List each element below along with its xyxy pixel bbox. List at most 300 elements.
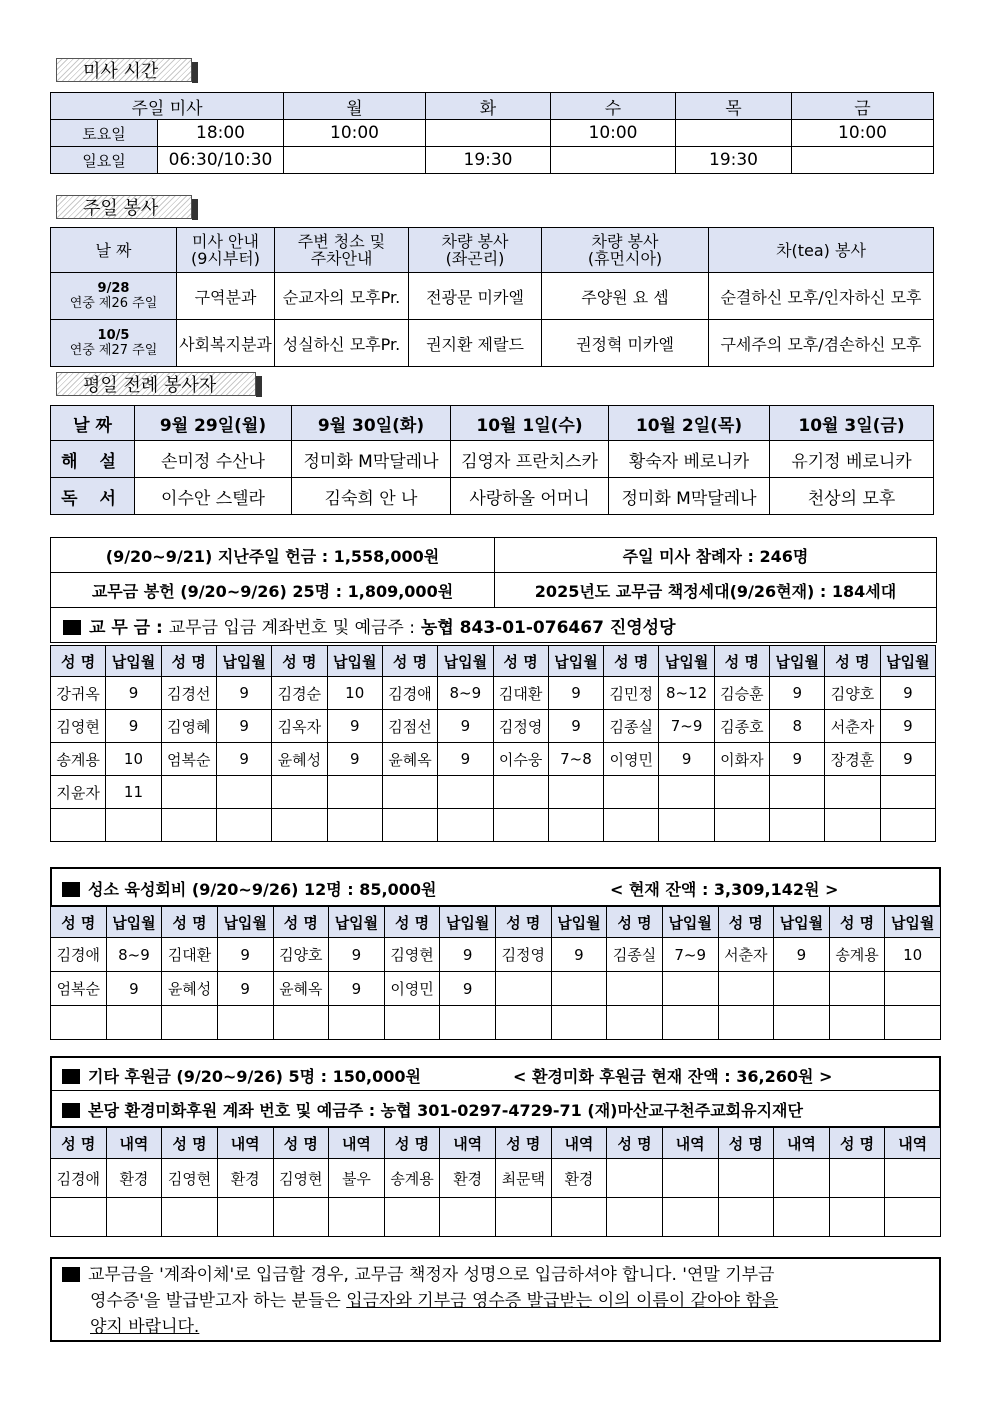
donor-name: 윤혜성 xyxy=(272,743,327,776)
donor-value: 9 xyxy=(880,710,935,743)
header-tue: 화 xyxy=(426,93,551,120)
header-name: 성 명 xyxy=(829,907,885,938)
volunteer-cell: 황숙자 베로니카 xyxy=(609,441,770,478)
row-label-sunday: 일요일 xyxy=(51,147,158,174)
header-day: 10월 3일(금) xyxy=(770,406,934,441)
donor-name xyxy=(273,1006,329,1040)
section-label-sunday-service xyxy=(56,195,192,219)
section-label-weekday xyxy=(56,372,256,396)
donor-value: 9 xyxy=(106,972,162,1006)
duty-payment-table xyxy=(50,645,936,842)
donor-name xyxy=(493,776,548,809)
mass-time xyxy=(426,120,551,147)
header-wed: 수 xyxy=(551,93,676,120)
donor-value: 9 xyxy=(216,743,271,776)
donor-value xyxy=(329,1006,385,1040)
donor-value: 9 xyxy=(329,972,385,1006)
mass-times-table xyxy=(50,92,934,174)
header-name: 성 명 xyxy=(162,1128,218,1159)
donor-value: 불우 xyxy=(329,1159,385,1198)
donor-value: 10 xyxy=(885,938,941,972)
service-date-day: 9/28 xyxy=(97,281,130,296)
header-value: 내역 xyxy=(329,1128,385,1159)
row-label-saturday: 토요일 xyxy=(51,120,158,147)
header-thu: 목 xyxy=(676,93,792,120)
donor-value: 환경 xyxy=(217,1159,273,1198)
header-guide xyxy=(177,228,275,273)
donor-name xyxy=(604,809,659,842)
volunteer-cell: 정미화 M막달레나 xyxy=(609,478,770,515)
donor-value: 9 xyxy=(438,743,493,776)
donor-value: 8 xyxy=(770,710,825,743)
donor-name xyxy=(273,1198,329,1237)
offering-summary-table xyxy=(50,537,937,643)
donor-value: 10 xyxy=(106,743,161,776)
sunday-service-table xyxy=(50,227,934,367)
header-name: 성 명 xyxy=(607,907,663,938)
header-tea: 차(tea) 봉사 xyxy=(709,228,934,273)
duty-account-row xyxy=(51,608,937,643)
donor-value xyxy=(774,1198,830,1237)
donor-value xyxy=(770,809,825,842)
donor-name: 이화자 xyxy=(714,743,769,776)
donor-value xyxy=(438,776,493,809)
donor-name: 김종실 xyxy=(607,938,663,972)
donor-name: 김경선 xyxy=(161,677,216,710)
donor-name: 김영현 xyxy=(51,710,106,743)
donor-value: 9 xyxy=(327,743,382,776)
donor-name xyxy=(718,1006,774,1040)
donor-value xyxy=(662,1159,718,1198)
donor-value: 7~8 xyxy=(548,743,603,776)
header-name: 성 명 xyxy=(496,1128,552,1159)
donor-name xyxy=(161,776,216,809)
header-clean-line1: 주변 청소 및 xyxy=(297,232,386,251)
header-name: 성 명 xyxy=(161,646,216,677)
donor-name xyxy=(162,1198,218,1237)
header-name: 성 명 xyxy=(273,1128,329,1159)
donor-value xyxy=(548,776,603,809)
header-guide-line2: (9시부터) xyxy=(190,249,261,268)
donor-value: 10 xyxy=(327,677,382,710)
donor-name xyxy=(718,1159,774,1198)
donor-name: 김대환 xyxy=(493,677,548,710)
header-value: 납입월 xyxy=(551,907,607,938)
header-day: 10월 2일(목) xyxy=(609,406,770,441)
header-value: 내역 xyxy=(662,1128,718,1159)
table-row xyxy=(51,677,936,710)
header-name: 성 명 xyxy=(496,907,552,938)
donor-name xyxy=(382,776,437,809)
donor-name xyxy=(493,809,548,842)
donor-name: 서춘자 xyxy=(825,710,880,743)
notice-line2b: 입금자와 기부금 영수증 발급받는 이의 이름이 같아야 함을 xyxy=(346,1291,779,1311)
mass-time: 19:30 xyxy=(426,147,551,174)
header-fri: 금 xyxy=(792,93,934,120)
donor-value xyxy=(662,1006,718,1040)
donor-value: 11 xyxy=(106,776,161,809)
header-name: 성 명 xyxy=(829,1128,885,1159)
duty-account-text: 교무금 입금 계좌번호 및 예금주 : xyxy=(168,617,415,638)
volunteer-cell: 사랑하올 어머니 xyxy=(451,478,609,515)
building-fund-balance: < 현재 잔액 : 3,309,142원 > xyxy=(610,880,839,899)
donor-name xyxy=(607,1159,663,1198)
header-name: 성 명 xyxy=(825,646,880,677)
header-car2 xyxy=(542,228,709,273)
header-name: 성 명 xyxy=(604,646,659,677)
donor-name: 강귀옥 xyxy=(51,677,106,710)
volunteer-cell: 손미정 수산나 xyxy=(135,441,292,478)
donor-name xyxy=(162,1006,218,1040)
donor-value: 환경 xyxy=(106,1159,162,1198)
header-name: 성 명 xyxy=(384,1128,440,1159)
mass-time xyxy=(676,120,792,147)
service-cell: 권정혁 미카엘 xyxy=(542,320,709,367)
donor-name xyxy=(382,809,437,842)
donor-name: 김영현 xyxy=(162,1159,218,1198)
header-value: 내역 xyxy=(551,1128,607,1159)
donor-value: 9 xyxy=(106,677,161,710)
table-row xyxy=(51,710,936,743)
donor-value: 9 xyxy=(659,743,714,776)
donor-value xyxy=(551,1006,607,1040)
donor-value: 7~9 xyxy=(662,938,718,972)
donor-name: 김종호 xyxy=(714,710,769,743)
volunteer-cell: 정미화 M막달레나 xyxy=(292,441,451,478)
mass-time xyxy=(792,147,934,174)
mass-time: 06:30/10:30 xyxy=(158,147,284,174)
header-value: 납입월 xyxy=(327,646,382,677)
donor-value xyxy=(885,1159,941,1198)
notice-line2a: 영수증'을 발급받고자 하는 분들은 xyxy=(90,1291,347,1311)
header-value: 내역 xyxy=(440,1128,496,1159)
header-name: 성 명 xyxy=(51,1128,107,1159)
header-value: 납입월 xyxy=(659,646,714,677)
donor-value xyxy=(774,1006,830,1040)
weekday-table xyxy=(50,405,934,515)
header-car2-line2: (휴먼시아) xyxy=(587,249,663,268)
donor-name xyxy=(829,1198,885,1237)
donor-value: 9 xyxy=(440,972,496,1006)
donor-name xyxy=(161,809,216,842)
donor-value: 8~12 xyxy=(659,677,714,710)
table-row xyxy=(51,1159,941,1198)
header-name: 성 명 xyxy=(607,1128,663,1159)
service-cell: 순결하신 모후/인자하신 모후 xyxy=(709,273,934,320)
donor-value xyxy=(880,776,935,809)
header-day: 10월 1일(수) xyxy=(451,406,609,441)
mass-time: 10:00 xyxy=(551,120,676,147)
donor-name: 김양호 xyxy=(273,938,329,972)
service-cell: 구역분과 xyxy=(177,273,275,320)
donor-name: 김경애 xyxy=(51,938,107,972)
donor-name: 김정영 xyxy=(493,710,548,743)
donor-name: 김정영 xyxy=(496,938,552,972)
header-value: 납입월 xyxy=(880,646,935,677)
black-square-icon xyxy=(62,1267,80,1282)
donor-value xyxy=(885,1198,941,1237)
header-name: 성 명 xyxy=(273,907,329,938)
notice-line3: 양지 바랍니다. xyxy=(90,1317,200,1337)
section-title: 평일 전례 봉사자 xyxy=(83,375,217,396)
header-car1-line1: 차량 봉사 xyxy=(441,232,509,251)
header-clean xyxy=(275,228,409,273)
divider xyxy=(50,1090,941,1091)
donor-name: 김경애 xyxy=(51,1159,107,1198)
header-date: 날 짜 xyxy=(51,406,135,441)
donor-name xyxy=(714,809,769,842)
donor-name: 김점선 xyxy=(382,710,437,743)
donor-name: 최문택 xyxy=(496,1159,552,1198)
donor-value: 9 xyxy=(438,710,493,743)
mass-time: 19:30 xyxy=(676,147,792,174)
donor-value xyxy=(327,809,382,842)
header-name: 성 명 xyxy=(51,907,107,938)
donor-value xyxy=(774,1159,830,1198)
donor-name: 김옥자 xyxy=(272,710,327,743)
other-fund-account xyxy=(62,1098,803,1121)
donor-value: 9 xyxy=(216,677,271,710)
donor-value: 9 xyxy=(440,938,496,972)
building-fund-headline xyxy=(62,877,436,900)
other-fund-headline xyxy=(62,1064,421,1087)
mass-time: 10:00 xyxy=(792,120,934,147)
mass-attendance: 주일 미사 참례자 : 246명 xyxy=(495,538,937,573)
donor-value xyxy=(885,972,941,1006)
donor-value: 9 xyxy=(880,677,935,710)
header-name: 성 명 xyxy=(714,646,769,677)
header-car2-line1: 차량 봉사 xyxy=(591,232,659,251)
header-value: 납입월 xyxy=(217,907,273,938)
black-square-icon xyxy=(62,1103,80,1118)
header-value: 납입월 xyxy=(329,907,385,938)
header-value: 납입월 xyxy=(662,907,718,938)
donor-value xyxy=(440,1006,496,1040)
header-value: 납입월 xyxy=(440,907,496,938)
volunteer-cell: 천상의 모후 xyxy=(770,478,934,515)
donor-name: 김영현 xyxy=(273,1159,329,1198)
donor-value: 환경 xyxy=(551,1159,607,1198)
header-value: 내역 xyxy=(106,1128,162,1159)
table-row xyxy=(51,1198,941,1237)
donor-value xyxy=(440,1198,496,1237)
donor-name: 송계용 xyxy=(384,1159,440,1198)
donor-name xyxy=(607,1006,663,1040)
donor-value: 9 xyxy=(551,938,607,972)
donor-name xyxy=(607,972,663,1006)
donor-value xyxy=(659,809,714,842)
duty-account-number: 농협 843-01-076467 진영성당 xyxy=(420,617,676,638)
donor-value xyxy=(216,776,271,809)
other-fund-title: 기타 후원금 (9/20~9/26) 5명 : 150,000원 xyxy=(88,1067,421,1086)
header-day: 9월 30일(화) xyxy=(292,406,451,441)
donor-value xyxy=(216,809,271,842)
donor-name: 지윤자 xyxy=(51,776,106,809)
table-row xyxy=(51,938,941,972)
mass-time xyxy=(551,147,676,174)
donor-name xyxy=(714,776,769,809)
section-title: 주일 봉사 xyxy=(83,198,159,219)
mass-time: 18:00 xyxy=(158,120,284,147)
mass-time: 10:00 xyxy=(284,120,426,147)
donor-value: 9 xyxy=(774,938,830,972)
header-value: 납입월 xyxy=(438,646,493,677)
donor-value xyxy=(774,972,830,1006)
donor-value xyxy=(662,1198,718,1237)
donor-name xyxy=(51,1198,107,1237)
service-date-day: 10/5 xyxy=(97,328,130,343)
header-name: 성 명 xyxy=(162,907,218,938)
donor-name: 이영민 xyxy=(604,743,659,776)
donor-value xyxy=(327,776,382,809)
volunteer-cell: 유기정 베로니카 xyxy=(770,441,934,478)
donor-name xyxy=(272,809,327,842)
header-guide-line1: 미사 안내 xyxy=(192,232,259,251)
black-square-icon xyxy=(63,620,81,635)
donor-value: 9 xyxy=(770,677,825,710)
last-sunday-collection: (9/20~9/21) 지난주일 헌금 : 1,558,000원 xyxy=(51,538,495,573)
service-cell: 전광문 미카엘 xyxy=(409,273,542,320)
donor-name xyxy=(825,776,880,809)
donor-name xyxy=(718,972,774,1006)
donor-value: 9 xyxy=(548,677,603,710)
duty-account-label: 교 무 금 : xyxy=(89,617,163,638)
donor-name xyxy=(51,1006,107,1040)
donor-name xyxy=(829,1006,885,1040)
donor-name: 김종실 xyxy=(604,710,659,743)
donor-name xyxy=(829,1159,885,1198)
header-day: 9월 29일(월) xyxy=(135,406,292,441)
donor-value: 8~9 xyxy=(106,938,162,972)
donor-value xyxy=(329,1198,385,1237)
table-row xyxy=(51,809,936,842)
donor-name: 이영민 xyxy=(384,972,440,1006)
donor-value: 9 xyxy=(770,743,825,776)
donor-name xyxy=(496,972,552,1006)
donor-value xyxy=(438,809,493,842)
header-value: 납입월 xyxy=(770,646,825,677)
table-row xyxy=(51,972,941,1006)
donor-value xyxy=(217,1198,273,1237)
donor-name xyxy=(825,809,880,842)
row-label-commentary: 해 설 xyxy=(51,441,135,478)
header-value: 납입월 xyxy=(216,646,271,677)
notice-line1: 교무금을 '계좌이체'로 입금할 경우, 교무금 책정자 성명으로 입금하셔야 합니다. '연말 기부금 xyxy=(88,1265,775,1285)
mass-time xyxy=(284,147,426,174)
donor-value: 9 xyxy=(327,710,382,743)
donor-name: 김대환 xyxy=(162,938,218,972)
donor-value: 9 xyxy=(217,938,273,972)
notice-text xyxy=(62,1262,932,1340)
donor-name: 김양호 xyxy=(825,677,880,710)
donor-value xyxy=(106,809,161,842)
donor-name: 엄복순 xyxy=(161,743,216,776)
service-date xyxy=(51,273,177,320)
header-value: 납입월 xyxy=(106,907,162,938)
header-name: 성 명 xyxy=(272,646,327,677)
header-value: 내역 xyxy=(217,1128,273,1159)
black-square-icon xyxy=(62,882,80,897)
donor-name xyxy=(496,1198,552,1237)
volunteer-cell: 김숙희 안 나 xyxy=(292,478,451,515)
service-cell: 사회복지분과 xyxy=(177,320,275,367)
donor-value xyxy=(548,809,603,842)
table-row xyxy=(51,1006,941,1040)
black-square-icon xyxy=(62,1069,80,1084)
donor-name: 김경순 xyxy=(272,677,327,710)
building-fund-table xyxy=(50,906,941,1040)
donor-name: 엄복순 xyxy=(51,972,107,1006)
donor-value: 9 xyxy=(880,743,935,776)
header-car1 xyxy=(409,228,542,273)
donor-name: 김경애 xyxy=(382,677,437,710)
header-name: 성 명 xyxy=(493,646,548,677)
donor-name: 김영현 xyxy=(384,938,440,972)
donor-name: 김승훈 xyxy=(714,677,769,710)
service-date-week: 연중 제27 주일 xyxy=(69,343,158,358)
donor-name xyxy=(272,776,327,809)
donor-name: 송계용 xyxy=(829,938,885,972)
other-fund-account-text: 본당 환경미화후원 계좌 번호 및 예금주 : 농협 301-0297-4729-71 (재)마산교구천주교회유지재단 xyxy=(88,1101,803,1120)
donor-value xyxy=(662,972,718,1006)
donor-value: 9 xyxy=(106,710,161,743)
header-name: 성 명 xyxy=(51,646,106,677)
other-fund-balance: < 환경미화 후원금 현재 잔액 : 36,260원 > xyxy=(513,1067,833,1086)
header-mon: 월 xyxy=(284,93,426,120)
donor-value xyxy=(770,776,825,809)
donor-value xyxy=(885,1006,941,1040)
donor-value: 9 xyxy=(216,710,271,743)
donor-value xyxy=(551,972,607,1006)
service-cell: 구세주의 모후/겸손하신 모후 xyxy=(709,320,934,367)
service-date-week: 연중 제26 주일 xyxy=(69,296,158,311)
header-name: 성 명 xyxy=(718,907,774,938)
donor-name: 김영혜 xyxy=(161,710,216,743)
header-clean-line2: 주차안내 xyxy=(310,249,373,268)
donor-value: 9 xyxy=(329,938,385,972)
donor-name: 윤혜옥 xyxy=(382,743,437,776)
donor-value: 9 xyxy=(217,972,273,1006)
building-fund-title: 성소 육성회비 (9/20~9/26) 12명 : 85,000원 xyxy=(88,880,437,899)
donor-name: 장경훈 xyxy=(825,743,880,776)
donor-value xyxy=(106,1006,162,1040)
other-fund-table xyxy=(50,1127,941,1237)
header-name: 성 명 xyxy=(384,907,440,938)
header-sunday-mass: 주일 미사 xyxy=(51,93,284,120)
donor-value xyxy=(551,1198,607,1237)
duty-offering-total: 교무금 봉헌 (9/20~9/26) 25명 : 1,809,000원 xyxy=(51,573,495,608)
donor-name: 송계용 xyxy=(51,743,106,776)
header-value: 납입월 xyxy=(106,646,161,677)
donor-name xyxy=(604,776,659,809)
donor-value: 8~9 xyxy=(438,677,493,710)
service-cell: 주양원 요 셉 xyxy=(542,273,709,320)
donor-name: 윤혜성 xyxy=(162,972,218,1006)
donor-name xyxy=(607,1198,663,1237)
volunteer-cell: 이수안 스텔라 xyxy=(135,478,292,515)
table-row xyxy=(51,743,936,776)
donor-name xyxy=(51,809,106,842)
header-value: 내역 xyxy=(885,1128,941,1159)
donor-name xyxy=(718,1198,774,1237)
donor-value: 9 xyxy=(548,710,603,743)
header-car1-line2: (좌곤리) xyxy=(445,249,505,268)
service-cell: 성실하신 모후Pr. xyxy=(275,320,409,367)
header-name: 성 명 xyxy=(718,1128,774,1159)
donor-name xyxy=(384,1198,440,1237)
donor-value xyxy=(106,1198,162,1237)
duty-households: 2025년도 교무금 책정세대(9/26현재) : 184세대 xyxy=(495,573,937,608)
